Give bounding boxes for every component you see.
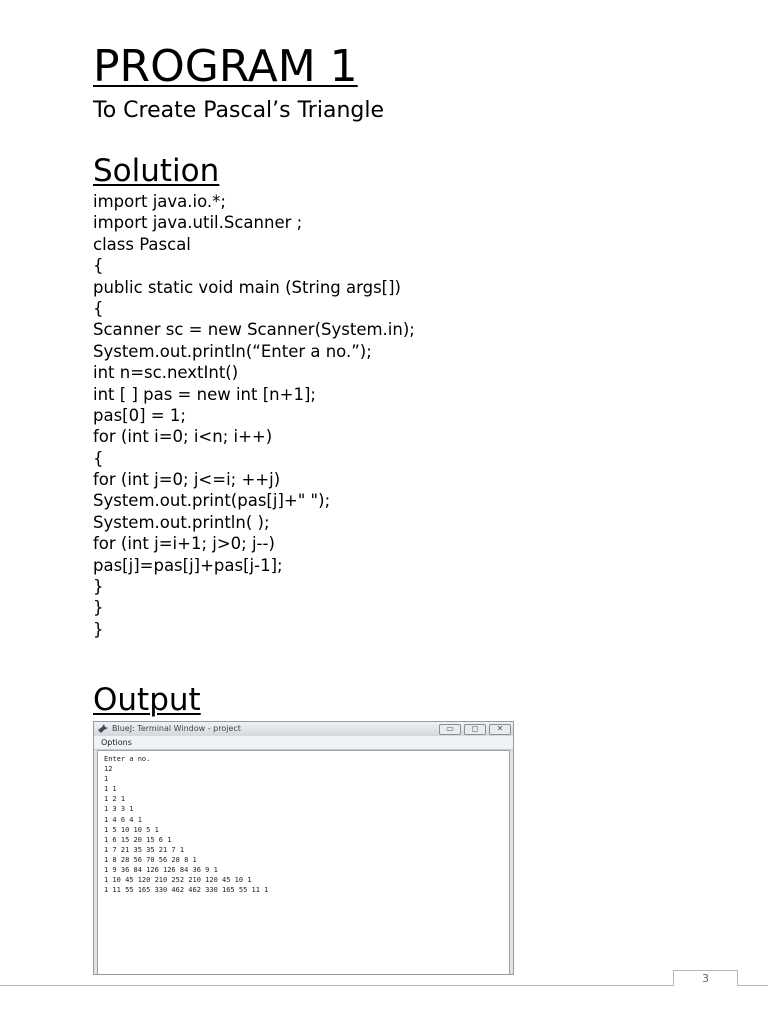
code-line: public static void main (String args[]): [93, 277, 401, 297]
terminal-line: 1 1: [104, 785, 117, 794]
terminal-line: 1 6 15 20 15 6 1: [104, 835, 172, 844]
minimize-icon: ▭: [446, 724, 454, 733]
terminal-line: 1 9 36 84 126 126 84 36 9 1: [104, 866, 218, 875]
terminal-line: 1 3 3 1: [104, 805, 134, 814]
solution-heading: Solution: [93, 153, 220, 189]
code-line: for (int j=i+1; j>0; j--): [93, 534, 275, 554]
terminal-window-screenshot: [93, 721, 514, 975]
maximize-icon: ◻: [471, 724, 479, 733]
code-line: import java.io.*;: [93, 192, 226, 211]
code-line: {: [93, 256, 104, 276]
page-number: 3: [702, 972, 709, 985]
footer-rule: [0, 985, 768, 986]
terminal-line: 1 4 6 4 1: [104, 815, 142, 824]
terminal-output-area[interactable]: [97, 750, 510, 974]
close-icon: ✕: [496, 724, 504, 733]
terminal-title: BlueJ: Terminal Window - project: [112, 724, 241, 733]
code-line: for (int j=0; j<=i; ++j): [93, 470, 281, 490]
bluej-bird-icon: [98, 724, 108, 733]
terminal-line: 1 5 10 10 5 1: [104, 825, 159, 834]
code-listing: [93, 191, 415, 640]
menu-options[interactable]: Options: [101, 738, 132, 747]
terminal-line: 1 8 28 56 70 56 28 8 1: [104, 855, 197, 864]
code-line: for (int i=0; i<n; i++): [93, 427, 273, 447]
code-line: {: [93, 298, 104, 318]
terminal-line: Enter a no.: [104, 755, 151, 763]
code-line: {: [93, 448, 104, 468]
terminal-output: [104, 754, 268, 895]
page-number-box: [673, 970, 738, 986]
code-line: import java.util.Scanner ;: [93, 213, 303, 233]
code-line: }: [93, 619, 104, 639]
minimize-button[interactable]: [439, 724, 461, 735]
terminal-line: 1: [104, 775, 109, 784]
code-line: }: [93, 598, 104, 618]
code-line: int n=sc.nextInt(): [93, 363, 239, 383]
terminal-line: 1 2 1: [104, 795, 126, 804]
code-line: pas[0] = 1;: [93, 405, 186, 425]
terminal-line: 1 7 21 35 35 21 7 1: [104, 845, 185, 854]
close-button[interactable]: [489, 724, 511, 735]
code-line: System.out.print(pas[j]+" ");: [93, 491, 331, 511]
code-line: System.out.println( );: [93, 512, 270, 532]
terminal-titlebar: [94, 722, 513, 736]
terminal-line: 1 11 55 165 330 462 462 330 165 55 11 1: [104, 886, 269, 895]
code-line: pas[j]=pas[j]+pas[j-1];: [93, 555, 283, 575]
code-line: }: [93, 577, 104, 597]
code-line: int [ ] pas = new int [n+1];: [93, 384, 316, 404]
terminal-line: 12: [104, 765, 113, 774]
code-line: System.out.println(“Enter a no.”);: [93, 341, 372, 361]
program-title: PROGRAM 1: [93, 41, 358, 92]
code-line: class Pascal: [93, 234, 191, 254]
terminal-line: 1 10 45 120 210 252 210 120 45 10 1: [104, 876, 252, 885]
terminal-menubar: [94, 736, 513, 750]
code-line: Scanner sc = new Scanner(System.in);: [93, 320, 415, 340]
program-subtitle: To Create Pascal’s Triangle: [93, 98, 385, 123]
maximize-button[interactable]: [464, 724, 486, 735]
output-heading: Output: [93, 682, 201, 718]
